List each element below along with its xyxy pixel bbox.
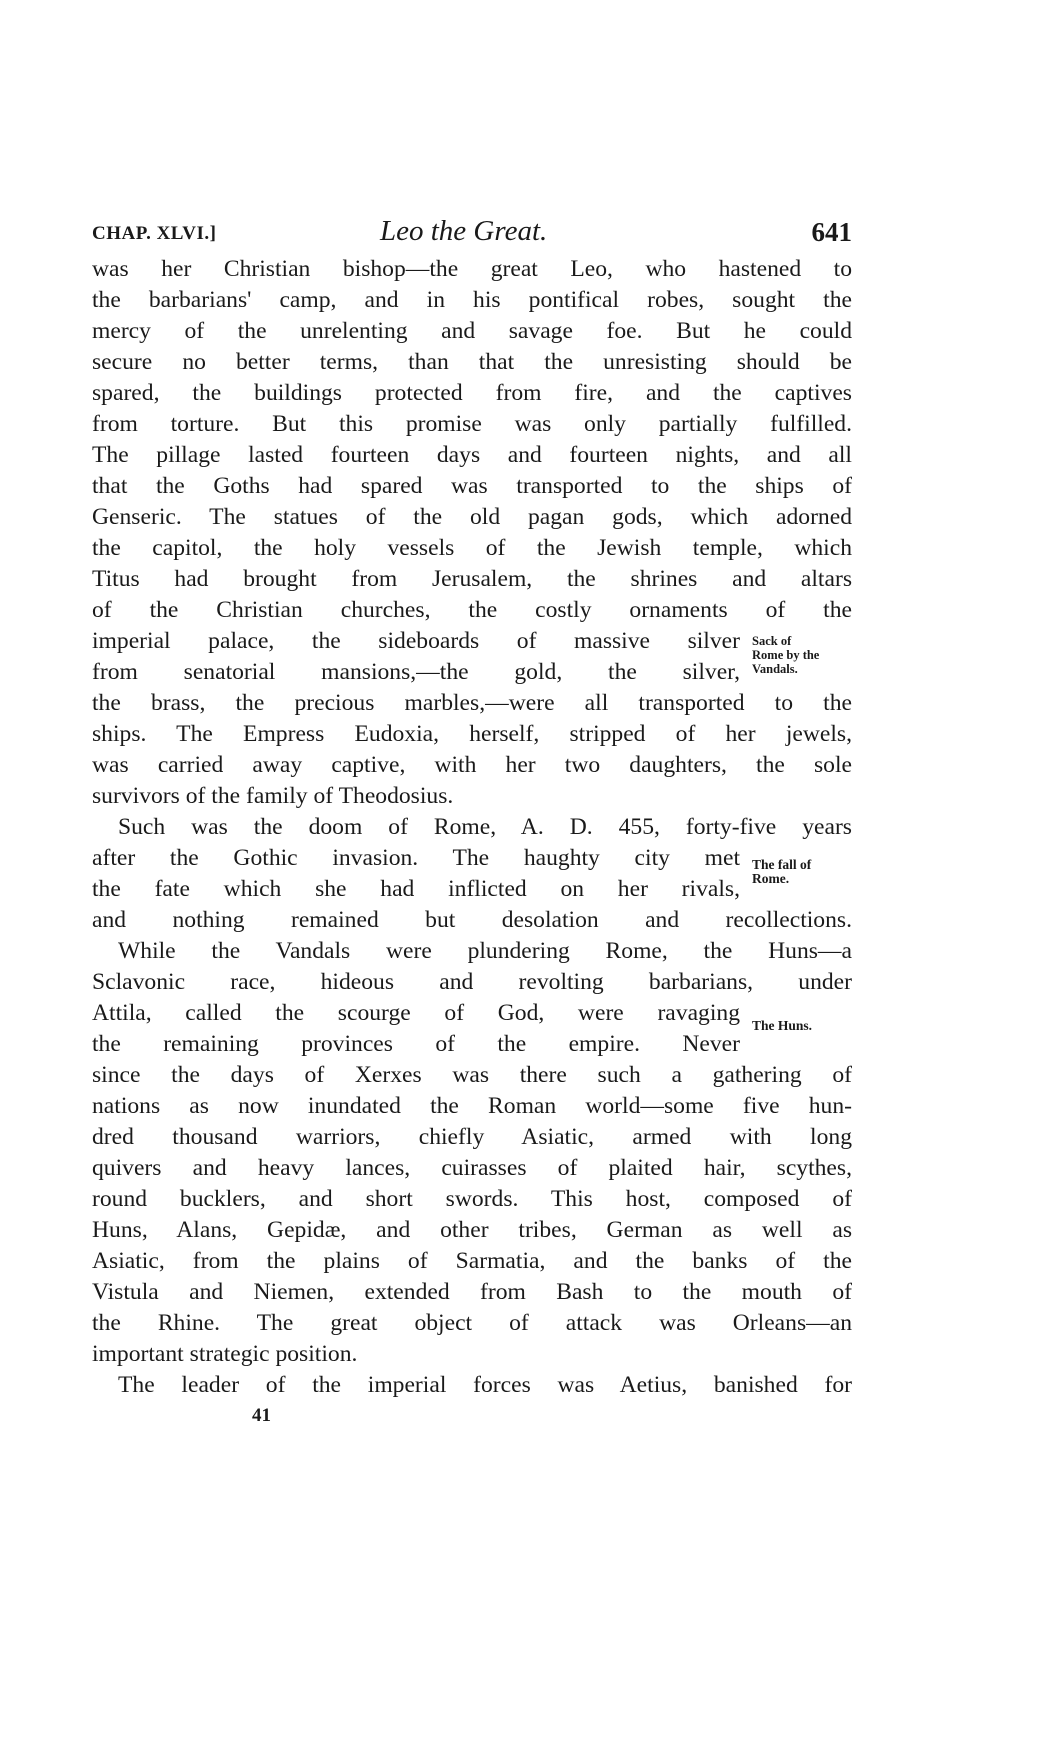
text-line: round bucklers, and short swords. This host, composed of <box>92 1186 852 1212</box>
text-line: of the Christian churches, the costly ornaments of the <box>92 597 852 623</box>
text-line: Attila, called the scourge of God, were ravaging <box>92 1000 740 1026</box>
chapter-label: CHAP. XLVI.] <box>92 223 217 244</box>
text-line: from senatorial mansions,—the gold, the silver, <box>92 659 740 685</box>
paragraph-start-line: Such was the doom of Rome, A. D. 455, forty-five years <box>118 814 852 840</box>
running-head <box>92 215 852 255</box>
text-line: the Rhine. The great object of attack was Orleans—an <box>92 1310 852 1336</box>
text-line: since the days of Xerxes was there such a gathering of <box>92 1062 852 1088</box>
sidenote-line: Rome. <box>752 871 790 886</box>
text-line: Huns, Alans, Gepidæ, and other tribes, German as well as <box>92 1217 852 1243</box>
text-line: and nothing remained but desolation and recollections. <box>92 907 852 933</box>
text-line: the fate which she had inflicted on her rivals, <box>92 876 740 902</box>
text-line: quivers and heavy lances, cuirasses of plaited hair, scythes, <box>92 1155 852 1181</box>
sidenote-line: Sack of <box>752 634 792 648</box>
text-line: spared, the buildings protected from fire, and the captives <box>92 380 852 406</box>
sidenote-sack-of-rome <box>752 634 819 676</box>
text-line: after the Gothic invasion. The haughty city met <box>92 845 740 871</box>
page-title: Leo the Great. <box>380 215 548 247</box>
text-line: the brass, the precious marbles,—were all transported to the <box>92 690 852 716</box>
text-line: Asiatic, from the plains of Sarmatia, and the banks of the <box>92 1248 852 1274</box>
text-line: Vistula and Niemen, extended from Bash to the mouth of <box>92 1279 852 1305</box>
text-line: mercy of the unrelenting and savage foe. But he could <box>92 318 852 344</box>
text-line: dred thousand warriors, chiefly Asiatic, armed with long <box>92 1124 852 1150</box>
text-line: the barbarians' camp, and in his pontifical robes, sought the <box>92 287 852 313</box>
sidenote-the-huns <box>752 1019 812 1033</box>
text-line: the remaining provinces of the empire. Never <box>92 1031 740 1057</box>
text-line: important strategic position. <box>92 1341 358 1367</box>
text-line: was her Christian bishop—the great Leo, who hastened to <box>92 256 852 282</box>
text-line: ships. The Empress Eudoxia, herself, stripped of her jewels, <box>92 721 852 747</box>
text-line: Titus had brought from Jerusalem, the shrines and altars <box>92 566 852 592</box>
text-line: imperial palace, the sideboards of massive silver <box>92 628 740 654</box>
text-line: nations as now inundated the Roman world—some five hun- <box>92 1093 852 1119</box>
paragraph-start-line: The leader of the imperial forces was Aetius, banished for <box>118 1372 852 1398</box>
sidenote-fall-of-rome <box>752 858 811 886</box>
sidenote-line: The fall of <box>752 857 812 872</box>
sidenote-line: Rome by the <box>752 648 820 662</box>
text-line: Sclavonic race, hideous and revolting barbarians, under <box>92 969 852 995</box>
text-line: from torture. But this promise was only partially fulfilled. <box>92 411 852 437</box>
text-line: the capitol, the holy vessels of the Jewish temple, which <box>92 535 852 561</box>
text-line: survivors of the family of Theodosius. <box>92 783 454 809</box>
page-number: 641 <box>811 217 852 247</box>
signature-mark: 41 <box>252 1405 271 1426</box>
text-line: The pillage lasted fourteen days and fourteen nights, and all <box>92 442 852 468</box>
sidenote-line: The Huns. <box>752 1018 813 1033</box>
text-line: Genseric. The statues of the old pagan gods, which adorned <box>92 504 852 530</box>
text-line: secure no better terms, than that the unresisting should be <box>92 349 852 375</box>
text-line: that the Goths had spared was transported to the ships of <box>92 473 852 499</box>
sidenote-line: Vandals. <box>752 662 798 676</box>
text-line: was carried away captive, with her two daughters, the sole <box>92 752 852 778</box>
paragraph-start-line: While the Vandals were plundering Rome, the Huns—a <box>118 938 852 964</box>
